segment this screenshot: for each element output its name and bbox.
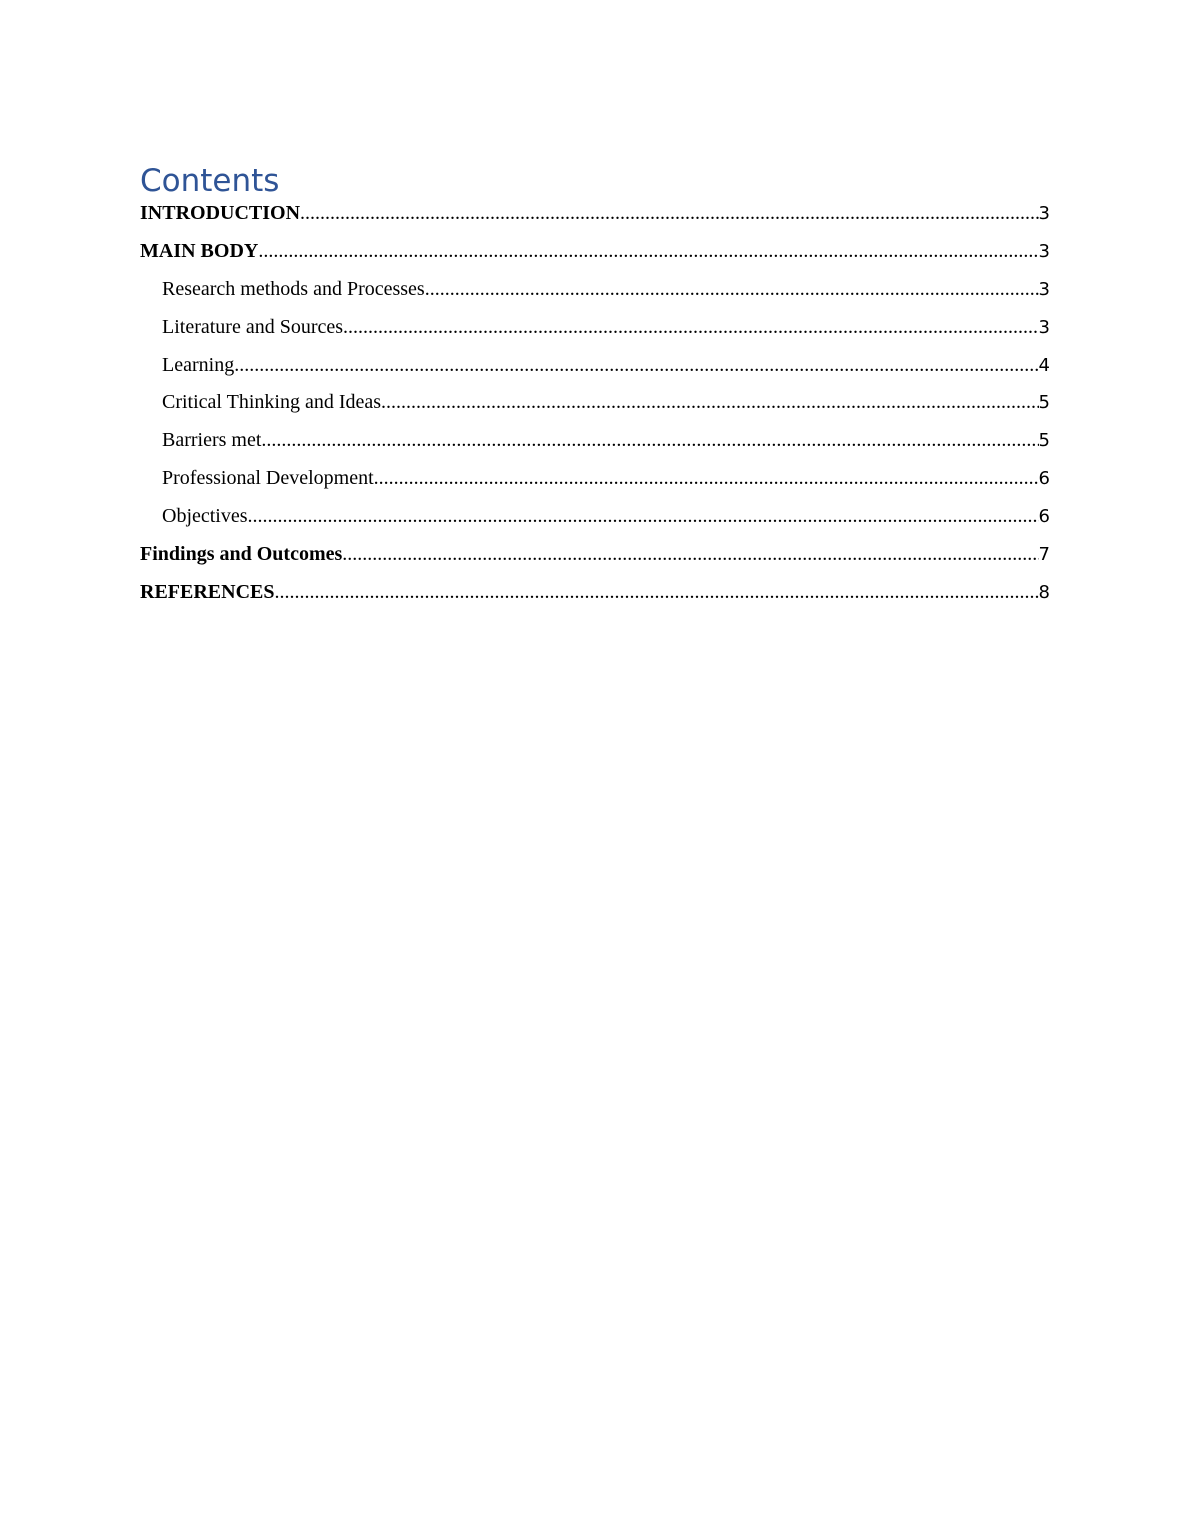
table-of-contents — [140, 160, 1050, 619]
toc-dot-leader — [374, 467, 1039, 490]
toc-dot-leader — [274, 581, 1038, 604]
toc-dot-leader — [381, 391, 1039, 414]
toc-entry-barriers-met[interactable] — [140, 429, 1050, 467]
toc-dot-leader — [343, 316, 1039, 339]
toc-page-number: 6 — [1038, 468, 1050, 490]
toc-page-number: 3 — [1038, 240, 1050, 262]
toc-entry-literature-sources[interactable] — [140, 316, 1050, 354]
toc-page-number: 5 — [1038, 430, 1050, 452]
toc-entry-critical-thinking[interactable] — [140, 391, 1050, 429]
toc-entry-label: INTRODUCTION — [140, 202, 301, 224]
toc-entry-label: Research methods and Processes — [162, 277, 425, 300]
toc-page-number: 5 — [1038, 392, 1050, 414]
toc-dot-leader — [234, 354, 1038, 377]
toc-entry-introduction[interactable] — [140, 202, 1050, 240]
toc-dot-leader — [300, 202, 1039, 225]
toc-entry-label: Critical Thinking and Ideas — [162, 391, 382, 414]
toc-page-number: 7 — [1038, 544, 1050, 566]
toc-entry-findings-outcomes[interactable] — [140, 543, 1050, 581]
toc-entry-label: Barriers met — [162, 429, 262, 452]
toc-entry-label: REFERENCES — [140, 580, 275, 603]
toc-entry-objectives[interactable] — [140, 505, 1050, 543]
toc-dot-leader — [342, 543, 1038, 566]
toc-dot-leader — [425, 278, 1039, 301]
toc-dot-leader — [248, 505, 1039, 528]
toc-entry-professional-development[interactable] — [140, 467, 1050, 505]
toc-entry-label: Literature and Sources — [162, 315, 344, 338]
toc-entry-label: Learning — [162, 353, 235, 376]
toc-page-number: 8 — [1038, 581, 1050, 603]
toc-list — [140, 202, 1050, 619]
toc-dot-leader — [261, 429, 1038, 452]
toc-entry-label: Findings and Outcomes — [140, 543, 343, 566]
toc-entry-references[interactable] — [140, 581, 1050, 619]
toc-title: Contents — [140, 163, 280, 199]
toc-entry-main-body[interactable] — [140, 240, 1050, 278]
toc-page-number: 4 — [1038, 354, 1050, 376]
toc-entry-label: MAIN BODY — [140, 239, 259, 262]
toc-page-number: 6 — [1038, 506, 1050, 528]
toc-entry-label: Professional Development — [162, 467, 374, 490]
toc-entry-learning[interactable] — [140, 354, 1050, 392]
toc-page-number: 3 — [1038, 278, 1050, 300]
toc-page-number: 3 — [1038, 203, 1050, 224]
toc-entry-label: Objectives — [162, 505, 248, 528]
toc-dot-leader — [258, 240, 1038, 263]
toc-page-number: 3 — [1038, 316, 1050, 338]
toc-entry-research-methods[interactable] — [140, 278, 1050, 316]
